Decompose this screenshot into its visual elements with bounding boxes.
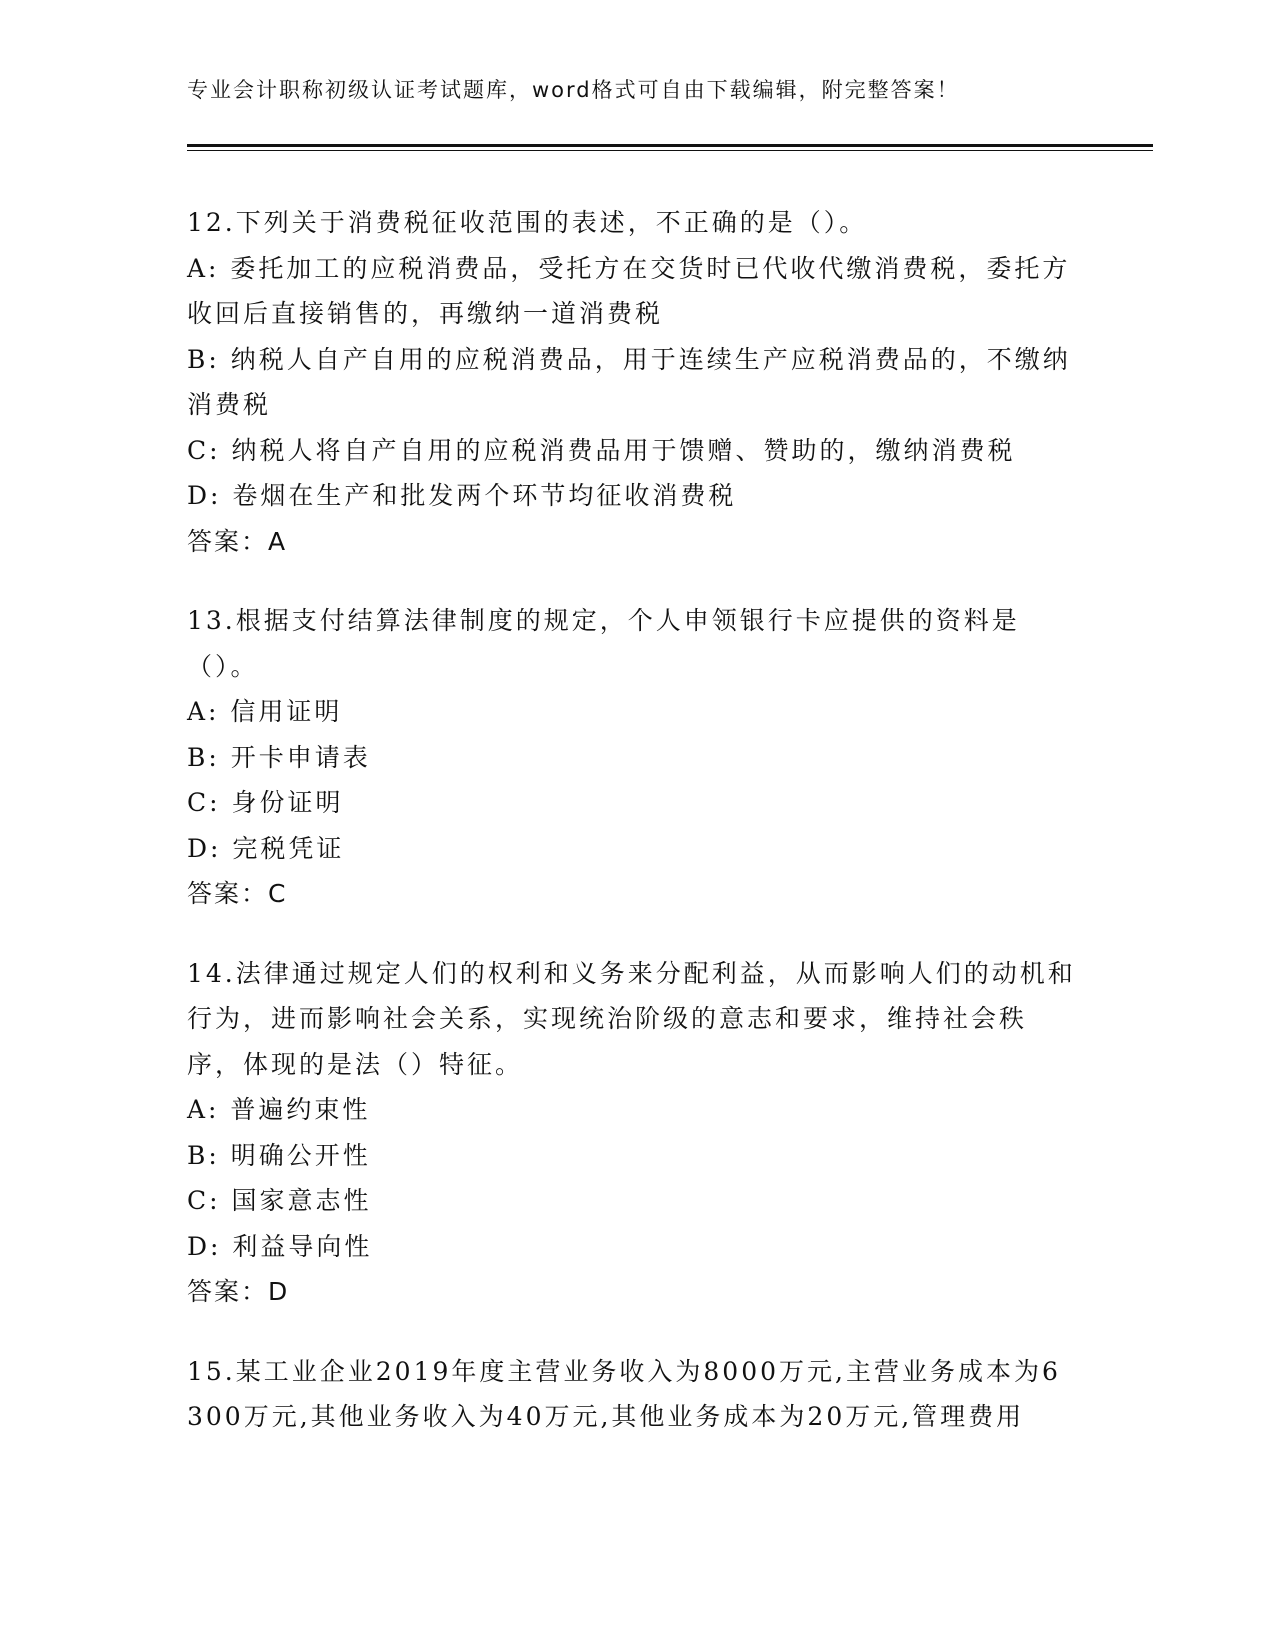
question-14 <box>187 951 1077 1315</box>
option-d: D: 完税凭证 <box>187 833 345 863</box>
header-rule-thin <box>187 150 1153 151</box>
header-rule-thick <box>187 144 1153 147</box>
question-list <box>187 200 1077 1474</box>
question-13 <box>187 598 1077 917</box>
question-15 <box>187 1349 1077 1440</box>
answer: 答案：C <box>187 879 288 908</box>
option-c: C: 纳税人将自产自用的应税消费品用于馈赠、赞助的，缴纳消费税 <box>187 435 1016 465</box>
option-b: B: 纳税人自产自用的应税消费品，用于连续生产应税消费品的，不缴纳消费税 <box>187 344 1071 419</box>
option-c: C: 身份证明 <box>187 788 344 817</box>
question-stem: 12.下列关于消费税征收范围的表述，不正确的是（）。 <box>187 208 868 237</box>
answer: 答案：D <box>187 1277 290 1306</box>
option-a: A: 普遍约束性 <box>187 1095 371 1124</box>
option-a: A: 信用证明 <box>187 697 343 726</box>
option-d: D: 卷烟在生产和批发两个环节均征收消费税 <box>187 481 737 510</box>
option-d: D: 利益导向性 <box>187 1231 373 1261</box>
option-b: B: 明确公开性 <box>187 1140 371 1170</box>
question-stem: 14.法律通过规定人们的权利和义务来分配利益，从而影响人们的动机和行为，进而影响社会关系，实现统治阶级的意志和要求，维持社会秩序，体现的是法（）特征。 <box>187 958 1076 1079</box>
answer: 答案：A <box>187 526 288 556</box>
question-stem: 13.根据支付结算法律制度的规定，个人申领银行卡应提供的资料是（）。 <box>187 606 1020 681</box>
question-12 <box>187 200 1077 564</box>
option-c: C: 国家意志性 <box>187 1186 372 1215</box>
option-a: A: 委托加工的应税消费品，受托方在交货时已代收代缴消费税，委托方收回后直接销售的，再缴纳一道消费税 <box>187 253 1071 328</box>
question-stem: 15.某工业企业2019年度主营业务收入为8000万元,主营业务成本为6300万元,其他业务收入为40万元,其他业务成本为20万元,管理费用 <box>187 1356 1061 1431</box>
option-b: B: 开卡申请表 <box>187 742 371 772</box>
page-header: 专业会计职称初级认证考试题库，word格式可自由下载编辑，附完整答案！ <box>187 78 960 102</box>
